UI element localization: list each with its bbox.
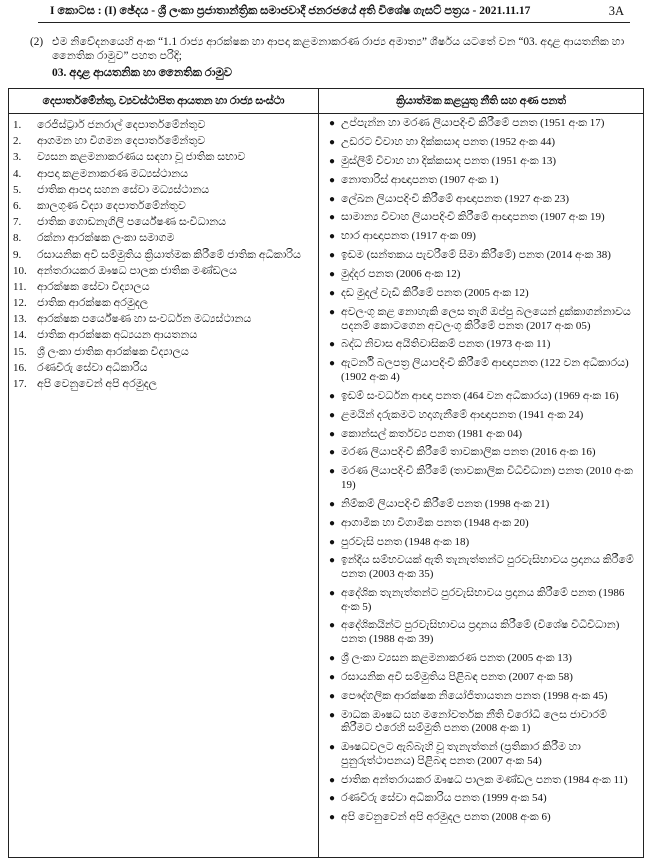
law-title: ලේඛන ලියාපදිංචි කිරීමේ ආඥාපනත (1927 අංක 23) <box>341 192 570 205</box>
law-title: රසායනික අවි සම්මුතිය පිළිබඳ පනත (2007 අංක 58) <box>341 670 573 683</box>
law-item <box>319 230 643 244</box>
bullet-icon: ● <box>328 306 335 318</box>
bullet-icon: ● <box>328 466 335 478</box>
law-title: මරණ ලියාපදිංචි කිරීමේ (තාවකාලික විධිවිධාන) පනත (2010 අංක 19) <box>341 465 633 491</box>
law-item <box>319 428 643 442</box>
law-item <box>319 155 643 169</box>
institution-name: ජාතික ගොඩනැගිලි පර්යේෂණ සංවිධානය <box>37 216 227 229</box>
institution-name: රසායනික අවි සම්මුතිය ක්‍රියාත්මක කිරීමේ ජාතික අධිකාරිය <box>37 248 301 261</box>
law-item <box>319 465 643 492</box>
institution-name: ජාතික ආපදා සහන සේවා මධ්‍යස්ථානය <box>37 183 210 196</box>
law-item <box>319 211 643 225</box>
law-title: පුරවැසි පනත (1948 අංක 18) <box>341 535 470 548</box>
institution-name: ආපදා කළමනාකරණ මධ්‍යස්ථානය <box>37 167 189 180</box>
institution-name: කාලගුණ විද්‍යා දෙපාර්තමේන්තුව <box>37 199 186 212</box>
bullet-icon: ● <box>328 174 335 186</box>
law-title: පෞද්ගලික ආරක්ෂක නියෝජිතායතන පනත (1998 අංක 45) <box>341 689 608 702</box>
section-subheading: 03. අදාළ ආයතනික හා නෛතික රාමුව <box>52 67 233 79</box>
institution-item <box>9 376 314 392</box>
institution-name: රෙජිස්ට්‍රාර් ජනරාල් දෙපාර්තමේන්තුව <box>37 119 206 131</box>
law-item <box>319 390 643 404</box>
law-item <box>319 536 643 550</box>
institution-item <box>9 117 314 133</box>
bullet-icon: ● <box>328 587 335 599</box>
law-item <box>319 136 643 150</box>
law-title: ඇටර්නි බලපත්‍ර ලියාපදිංචි කිරීමේ ආඥාපනත (122 වන අධිකාරය) (1902 අංක 4) <box>341 357 629 383</box>
institution-name: රණවිරු සේවා අධිකාරිය <box>37 361 148 374</box>
law-item <box>319 338 643 352</box>
institution-number: 14. <box>13 329 27 342</box>
bullet-icon: ● <box>328 671 335 683</box>
institution-name: රක්නා ආරක්ෂක ලංකා සමාගම <box>37 232 175 245</box>
bullet-icon: ● <box>328 517 335 529</box>
institution-number: 17. <box>13 378 27 390</box>
bullet-icon: ● <box>328 652 335 664</box>
law-item <box>319 792 643 806</box>
bullet-icon: ● <box>328 555 335 567</box>
institution-item <box>9 166 314 182</box>
institutions-list <box>9 117 314 392</box>
law-title: ඉඩම් සංවර්ධන ආඥා පනත (464 වන අධිකාරය) (1969 අංක 16) <box>341 389 619 402</box>
gazette-title: I කොටස : (I) ඡේදය - ශ්‍රී ලංකා ප්‍රජාතාන්ත්‍රික සමාජවාදී ජනරජයේ අති විශේෂ ගැසට් පත්‍රය - 2021.11.17 <box>50 4 531 17</box>
law-title: බද්ධ නිවාස අයිතිවාසිකම් පනත (1973 අංක 11) <box>341 338 551 351</box>
institution-number: 7. <box>13 216 22 229</box>
law-title: නොතාරිස් ආඥාපනත (1907 අංක 1) <box>341 173 499 186</box>
institution-name: අපි වෙනුවෙන් අපි අරමුදල <box>37 378 157 390</box>
law-item <box>319 357 643 384</box>
law-title: කොන්සල් කර්තව්‍ය පනත (1981 අංක 04) <box>341 427 523 440</box>
institution-number: 5. <box>13 183 22 196</box>
law-item <box>319 517 643 531</box>
law-item <box>319 287 643 301</box>
law-title: ඉඩම (සන්තකය පැවරීමේ සීමා කිරීමේ) පනත (2014 අංක 38) <box>341 249 611 262</box>
law-item <box>319 652 643 666</box>
law-title: මුස්ලිම් විවාහ හා දික්කසාද පනත (1951 අංක 13) <box>341 154 557 167</box>
law-item <box>319 306 643 333</box>
intro-paragraph <box>30 35 632 63</box>
gazette-header <box>38 0 630 23</box>
law-title: සාමාන්‍ය විවාහ ලියාපදිංචි කිරීමේ ආඥාපනත (1907 අංක 19) <box>341 211 605 224</box>
institution-item <box>9 327 314 343</box>
law-title: ළමයින් දරුකමට හදාගැනීමේ ආඥාපනත (1941 අංක 24) <box>341 408 584 421</box>
header-divider <box>9 113 643 114</box>
law-item <box>319 587 643 614</box>
law-title: උප්පැන්න හා මරණ ලියාපදිංචි කිරීමේ පනත (1951 අංක 17) <box>341 117 605 129</box>
institution-number: 9. <box>13 248 22 261</box>
institution-name: අන්තරායකර ඖෂධ පාලක ජාතික මණ්ඩලය <box>37 264 237 277</box>
law-item <box>319 741 643 768</box>
bullet-icon: ● <box>328 136 335 148</box>
bullet-icon: ● <box>328 155 335 167</box>
institution-number: 12. <box>13 297 27 310</box>
law-item <box>319 409 643 423</box>
institution-item <box>9 149 314 165</box>
bullet-icon: ● <box>328 231 335 243</box>
law-item <box>319 268 643 282</box>
bullet-icon: ● <box>328 428 335 440</box>
institution-name: ශ්‍රී ලංකා ජාතික ආරක්ෂක විද්‍යාලය <box>37 345 189 358</box>
bullet-icon: ● <box>328 709 335 721</box>
institution-item <box>9 133 314 149</box>
bullet-icon: ● <box>328 812 335 824</box>
law-title: මරණ ලියාපදිංචි කිරීමේ තාවකාලික පනත (2016 අංක 16) <box>341 446 596 459</box>
law-title: ආගාමික හා විගාමික පනත (1948 අංක 20) <box>341 516 529 529</box>
law-title: අවලංගු කළ නොහැකි ලෙස තැගි ඔප්පු බලයෙන් දුක්කාගන්නාවය පදනම් කොටගෙන අවලංගු කිරීමේ පනත (2017 අංක 05) <box>341 305 631 332</box>
bullet-icon: ● <box>328 269 335 281</box>
bullet-icon: ● <box>328 193 335 205</box>
law-item <box>319 811 643 825</box>
institution-number: 6. <box>13 199 22 212</box>
law-title: මාධක ඖෂධ සහ මනෝවර්තක නීති විරෝධී ලෙස ජාවාරම් කිරීමට එරෙහි සම්මුති පනත (2008 අංක 1) <box>341 708 607 735</box>
institution-item <box>9 214 314 230</box>
intro-text: එම නිවේදනයෙහි අංක “1.1 රාජ්‍ය ආරක්ෂක හා ආපදා කළමනාකරණ රාජ්‍ය අමාත්‍ය” ශීර්ෂය යටතේ වන “03. අදාළ ආයතනික හා නෛතික රාමුව” පහත පරිදි; <box>52 36 625 62</box>
law-title: උඩරට විවාහ හා දික්කසාද පනත (1952 අංක 44) <box>341 135 556 148</box>
law-title: දඩ මුදල් වැඩි කිරීමේ පනත (2005 අංක 12) <box>341 287 529 300</box>
law-item <box>319 498 643 512</box>
column-header-laws: ක්‍රියාත්මක කළයුතු නීති සහ අණ පනත් <box>396 94 566 107</box>
institution-item <box>9 198 314 214</box>
law-item <box>319 690 643 704</box>
institution-name: ජාතික ආරක්ෂක අරමුදල <box>37 297 149 310</box>
institution-item <box>9 311 314 327</box>
law-title: ජාතික අන්තරායකර ඖෂධ පාලක මණ්ඩල පනත (1984 අංක 11) <box>341 773 628 786</box>
institution-name: ආරක්ෂක සේවා විද්‍යාලය <box>37 280 150 293</box>
institution-item <box>9 230 314 246</box>
bullet-icon: ● <box>328 742 335 754</box>
institution-number: 16. <box>13 361 27 374</box>
institution-item <box>9 360 314 376</box>
institution-item <box>9 344 314 360</box>
law-item <box>319 671 643 685</box>
law-title: ඖෂධවලට ඇබ්බැහි වූ තැනැත්තන් (ප්‍රතිකාර කිරීම හා පුනුරුත්ථාපනය) පිළිබඳ පනත (2007 අංක 54) <box>341 741 581 767</box>
bullet-icon: ● <box>328 358 335 370</box>
institution-number: 1. <box>13 119 22 131</box>
law-item <box>319 174 643 188</box>
institution-number: 15. <box>13 345 27 358</box>
law-title: අදේශික තැනැත්තන්ට පුරවැසිභාවය ප්‍රදානය කිරීමේ පනත (1986 අංක 5) <box>341 586 625 613</box>
institution-item <box>9 247 314 263</box>
institution-number: 8. <box>13 232 22 245</box>
institution-number: 13. <box>13 313 27 326</box>
institution-number: 10. <box>13 264 27 277</box>
law-title: අපි වෙනුවෙන් අපි අරමුදල පනත (2008 අංක 6) <box>341 811 551 824</box>
law-title: මුද්දර පනත (2006 අංක 12) <box>341 268 461 281</box>
law-title: ශ්‍රී ලංකා ව්‍යසන කළමනාකරණ පනත (2005 අංක 13) <box>341 651 572 664</box>
bullet-icon: ● <box>328 498 335 510</box>
institution-name: ව්‍යසන කළමනාකරණය සඳහා වූ ජාතික සභාව <box>37 151 246 164</box>
framework-table <box>8 88 644 858</box>
intro-number: (2) <box>30 36 44 48</box>
page-number: 3A <box>608 3 624 18</box>
law-title: ඉන්දීය සම්භවයක් ඇති තැනැත්තන්ට පුරවැසිභාවය ප්‍රදානය කිරීමේ පනත (2003 අංක 35) <box>341 554 634 581</box>
law-title: නිම්කම් ලියාපදිංචි කිරීමේ පනත (1998 අංක 21) <box>341 497 550 510</box>
bullet-icon: ● <box>328 288 335 300</box>
laws-list <box>319 117 643 830</box>
institution-item <box>9 182 314 198</box>
bullet-icon: ● <box>328 690 335 702</box>
bullet-icon: ● <box>328 250 335 262</box>
law-item <box>319 446 643 460</box>
law-title: භාර ආඥාපනත (1917 අංක 09) <box>341 230 476 243</box>
institution-number: 2. <box>13 135 22 148</box>
law-item <box>319 709 643 736</box>
law-item <box>319 619 643 646</box>
bullet-icon: ● <box>328 212 335 224</box>
institution-number: 4. <box>13 167 22 180</box>
institution-number: 3. <box>13 151 22 164</box>
institution-item <box>9 295 314 311</box>
column-header-institutions: දෙපාර්තමේන්තු, ව්‍යවස්ථාපිත ආයතන හා රාජ්‍ය සංස්ථා <box>42 94 285 107</box>
bullet-icon: ● <box>328 620 335 632</box>
bullet-icon: ● <box>328 339 335 351</box>
institution-number: 11. <box>13 280 27 293</box>
law-item <box>319 193 643 207</box>
institution-name: ආගමන හා විගමන දෙපාර්තමේන්තුව <box>37 135 206 148</box>
institution-item <box>9 279 314 295</box>
law-item <box>319 249 643 263</box>
bullet-icon: ● <box>328 536 335 548</box>
bullet-icon: ● <box>328 793 335 805</box>
bullet-icon: ● <box>328 118 335 129</box>
bullet-icon: ● <box>328 409 335 421</box>
institution-name: ජාතික ආරක්ෂක අධ්‍යයන ආයතනය <box>37 329 198 342</box>
law-item <box>319 774 643 788</box>
institution-item <box>9 263 314 279</box>
bullet-icon: ● <box>328 390 335 402</box>
institution-name: ආරක්ෂක පර්යේෂණ හා සංවර්ධන මධ්‍යස්ථානය <box>37 313 252 326</box>
law-item <box>319 554 643 581</box>
law-title: අදේශිකයින්ට පුරවැසිභාවය ප්‍රදානය කිරීමේ (විශේෂ විධිවිධාන) පනත (1988 අංක 39) <box>341 619 620 646</box>
law-title: රණවිරු සේවා අධිකාරිය පනත (1999 අංක 54) <box>341 792 547 805</box>
bullet-icon: ● <box>328 447 335 459</box>
law-item <box>319 117 643 131</box>
bullet-icon: ● <box>328 774 335 786</box>
